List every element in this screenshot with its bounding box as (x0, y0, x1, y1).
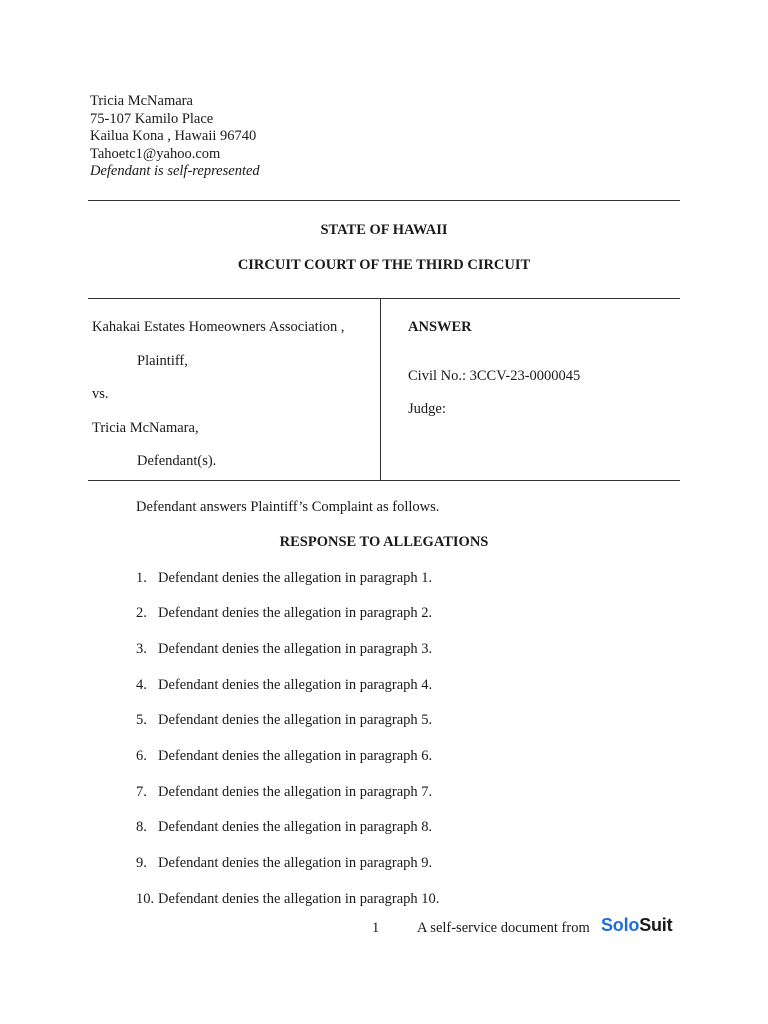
party-name: Tricia McNamara (90, 93, 193, 109)
plaintiff-label: Plaintiff, (137, 353, 188, 369)
list-item (136, 712, 432, 729)
list-item (136, 677, 432, 694)
list-item-number: 1. (136, 570, 147, 586)
party-city: Kailua Kona , Hawaii 96740 (90, 128, 257, 145)
list-item-text: Defendant denies the allegation in paragraph 2. (158, 605, 433, 621)
defendant-label: Defendant(s). (137, 453, 217, 469)
list-item (136, 605, 432, 622)
list-item (136, 819, 432, 836)
footer-tagline: A self-service document from (417, 920, 590, 936)
page-number: 1 (372, 920, 380, 936)
list-item (136, 784, 432, 801)
caption-vertical-divider (380, 298, 381, 480)
list-item-text: Defendant denies the allegation in paragraph 10. (158, 891, 440, 907)
list-item-number: 3. (136, 641, 147, 657)
header-divider (88, 200, 680, 201)
state-heading: STATE OF HAWAII (320, 222, 448, 238)
list-item-text: Defendant denies the allegation in paragraph 4. (158, 677, 433, 693)
list-item-text: Defendant denies the allegation in paragraph 9. (158, 855, 433, 871)
list-item (136, 570, 432, 587)
list-item-number: 2. (136, 605, 147, 621)
self-represented-note: Defendant is self-represented (90, 163, 260, 180)
list-item-number: 10. (136, 891, 155, 907)
section-title: RESPONSE TO ALLEGATIONS (279, 534, 489, 550)
party-email: Tahoetc1@yahoo.com (90, 145, 221, 162)
civil-number: Civil No.: 3CCV-23-0000045 (408, 368, 581, 384)
caption-top-rule (88, 298, 680, 299)
list-item (136, 855, 432, 872)
court-heading: CIRCUIT COURT OF THE THIRD CIRCUIT (237, 257, 531, 273)
list-item-text: Defendant denies the allegation in paragraph 5. (158, 712, 433, 728)
sololsuit-logo (601, 915, 672, 936)
list-item (136, 891, 439, 908)
intro-paragraph: Defendant answers Plaintiff’s Complaint as follows. (136, 499, 440, 515)
list-item-text: Defendant denies the allegation in paragraph 6. (158, 748, 433, 764)
list-item-text: Defendant denies the allegation in paragraph 8. (158, 819, 433, 835)
party-street: 75-107 Kamilo Place (90, 110, 214, 127)
plaintiff-name: Kahakai Estates Homeowners Association , (92, 319, 345, 335)
list-item (136, 641, 432, 658)
caption-bottom-rule (88, 480, 680, 481)
judge-label: Judge: (408, 401, 446, 417)
list-item-number: 8. (136, 819, 147, 835)
party-contact-block (90, 93, 260, 181)
list-item-number: 7. (136, 784, 147, 800)
list-item-text: Defendant denies the allegation in paragraph 1. (158, 570, 433, 586)
list-item-text: Defendant denies the allegation in paragraph 7. (158, 784, 433, 800)
versus-label: vs. (92, 386, 109, 402)
defendant-name: Tricia McNamara, (92, 420, 199, 436)
list-item-number: 4. (136, 677, 147, 693)
list-item-number: 5. (136, 712, 147, 728)
logo-suit-text: Suit (639, 915, 673, 935)
list-item (136, 748, 432, 765)
logo-solo-text: Solo (601, 915, 640, 935)
document-title: ANSWER (408, 319, 472, 335)
list-item-number: 6. (136, 748, 147, 764)
list-item-text: Defendant denies the allegation in paragraph 3. (158, 641, 433, 657)
list-item-number: 9. (136, 855, 147, 871)
